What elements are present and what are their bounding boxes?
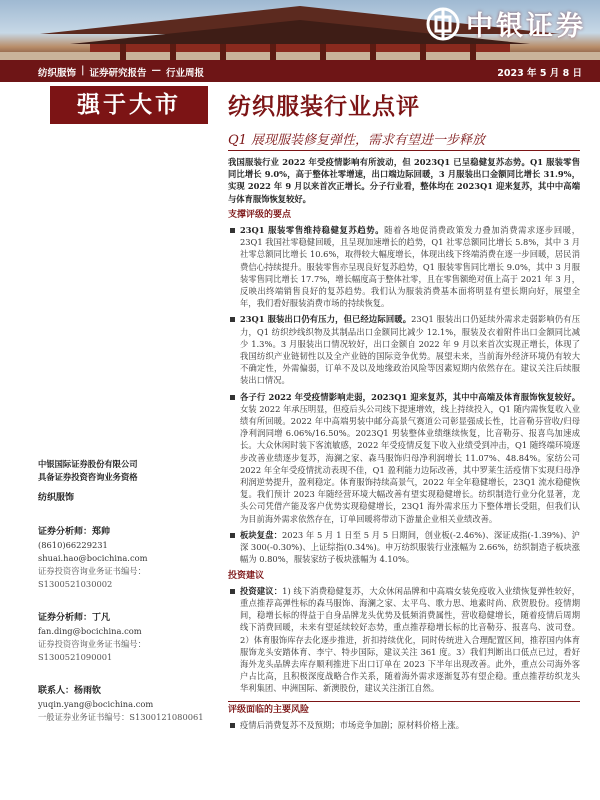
boc-logo-icon (426, 7, 460, 41)
breadcrumb-report-type: 证券研究报告 (89, 68, 147, 79)
brand-logo (426, 4, 586, 43)
report-body (228, 156, 580, 731)
point-lead: 23Q1 服装零售维持稳健复苏趋势。 (240, 225, 385, 236)
list-item (228, 585, 580, 695)
section-heading: 投资建议 (228, 570, 265, 581)
contact-card (38, 684, 216, 724)
breadcrumb-separator: — (151, 65, 162, 76)
breadcrumb-sector: 纺织服饰 (38, 68, 77, 79)
analyst-email[interactable]: fan.ding@bocichina.com (38, 626, 142, 636)
risk-text: 疫情后消费复苏不及预期；市场竞争加剧；原材料价格上涨。 (228, 719, 580, 731)
strategy-text: 1) 线下消费稳健复苏，大众休闲品牌和中高端女装免疫收入业绩恢复弹性较好，重点推荐高弹性标的森马服饰、海澜之家、太平鸟、歌力思、地素时尚、欣贺股份。疫情期间，稳增长标的得益于自身品牌龙头优势及低频消费属性，营收稳健增长，随着疫情后周期线下消费回暖，未来有望延续较好态势，重点推荐稳增长标的比音勒芬、报喜鸟、波司登。2）体育服饰库存去化逐步推进，折扣持续优化，同时传统进入合理配置区间，推荐国内体育服饰龙头安踏体育、李宁、特步国际，建议关注 361 度。3）我们判断出口低点已过，看好海外龙头品牌去库存顺利推进下出口订单在 2023 下半年出现改善。此外，重点公司海外客户占比高，且积极深度战略合作关系，随着海外需求逐渐复苏有望企稳。重点推荐纺织龙头华利集团、申洲国际、新澳股份，建议关注浙江自然。 (240, 585, 580, 694)
logo-text: 中银证券 (466, 11, 586, 42)
report-date: 2023 年 5 月 8 日 (497, 68, 582, 79)
section-heading: 支撑评级的要点 (228, 209, 292, 220)
breadcrumb-separator: | (81, 65, 85, 76)
point-lead: 各子行 2022 年受疫情影响走弱，2023Q1 迎来复苏，其中中高端及体育服饰恢复较好。 (240, 391, 580, 402)
breadcrumb-bar (0, 60, 600, 82)
point-lead: 23Q1 服装出口仍有压力，但已经边际回暖。 (240, 314, 412, 325)
risk-heading: 评级面临的主要风险 (228, 701, 580, 716)
point-text: 女装 2022 年承压明显，但疫后头公司线下提速增效，线上持续投入，Q1 随内需恢复收入业绩有所回暖。2022 年中高端男装中邮分高景气赛道公司彰显强成长性，比音勒芬营收/归母净利润同增 6.06%/16.50%。2023Q1 男装整体业绩继续恢复，比音勒芬、报喜鸟加速成长。大众休闲时装下客流敏感，2022 年受疫情反复下收入业绩受到冲击，Q1 随终端环境逐步改善业绩逐步复苏，海澜之家、森马服饰归母净利润增长 11.07%、48.84%。家纺公司 2022 年全年受疫情扰动表现不佳，Q1 盈利能力边际改善，其中罗莱生活疫情下实现归母净利润逆势提升，盈利稳定。体育服饰持续高景气，2022 年全年稳健增长，23Q1 流水稳健恢复。我们预计 2023 年随经营环境大幅改善有望实现稳健增长。纺织制造行业分化显著，龙头公司凭借产能及客户优势实现稳健增长，23Q1 海外需求压力下整体增长受阻，但我们认为目前海外需求依然存在，订单回暖将带动下游量企业相关业绩改善。 (240, 403, 580, 524)
breadcrumb-category: 行业周报 (166, 68, 205, 79)
sector-label: 纺织服饰 (38, 493, 75, 503)
title-divider (228, 150, 580, 151)
analyst-name: 郑帅 (92, 527, 111, 537)
analyst-cert: 证券投资咨询业务证书编号：S1300521030002 (38, 566, 146, 589)
breadcrumb (38, 65, 204, 79)
analyst-phone: (8610)66229231 (38, 540, 108, 550)
point-text: 23Q1 服装出口仍延续外需求走弱影响仍有压力，Q1 纺织纱线织物及其制品出口金额同比减少 12.1%，服装及衣着附件出口金额同比减少 1.3%。3 月服装出口情况较好，出口金额自 2022 年 9 月以来首次实现正增长，体现了我国纺织产业链韧性以及全产业链的国际竞争优势。展望未来，当前海外经济环境仍有较大不确定性，外需偏弱，订单不及以及地缘政治风险等因素短期内依然存在。建议关注后续服装出口情况。 (240, 314, 580, 386)
analyst-card (38, 525, 216, 591)
contact-role: 联系人： (38, 686, 75, 696)
report-title: 纺织服装行业点评 (228, 93, 420, 120)
rating-badge: 强于大市 (50, 86, 208, 124)
contact-cert: 一般证券业务证书编号：S1300121080061 (38, 712, 204, 722)
strategy-lead: 投资建议： (240, 585, 283, 596)
contact-name: 杨雨钦 (74, 686, 102, 696)
point-lead: 板块复盘： (240, 529, 283, 540)
contact-email[interactable]: yuqin.yang@bocichina.com (38, 699, 154, 709)
point-text: 2023 年 5 月 1 日至 5 月 5 日期间，创业板(-2.46%)、深证成指(-1.39%)、沪深 300(-0.30%)、上证综指(0.34%)。申万纺织服装行业涨幅为 2.66%，纺织制造子板块涨幅为 0.80%，服装家纺子板块涨幅为 4.10%。 (240, 529, 580, 565)
strategy-list (228, 585, 580, 695)
firm-qualification: 具备证券投资咨询业务资格 (38, 472, 138, 482)
header-banner (0, 0, 600, 60)
summary-paragraph: 我国服装行业 2022 年受疫情影响有所波动，但 2023Q1 已呈稳健复苏态势。Q1 服装零售同比增长 9.0%，高于整体社零增速，出口端边际回暖，3 月服装出口金额同比增长 31.9%，实现 2022 年 9 月以来首次正增长。分子行业看，整体均在 2023Q1 迎来复苏，其中中高端与体育服饰恢复较好。 (228, 157, 580, 204)
analyst-cert: 证券投资咨询业务证书编号：S1300521090001 (38, 639, 146, 662)
analyst-email[interactable]: shuai.hao@bocichina.com (38, 553, 148, 563)
list-item (228, 224, 580, 309)
key-points-list (228, 224, 580, 565)
list-item (228, 391, 580, 525)
report-subtitle: Q1 展现服装修复弹性，需求有望进一步释放 (228, 133, 486, 148)
list-item (228, 529, 580, 566)
analyst-role: 证券分析师： (38, 613, 93, 623)
point-text: 随着各地促消费政策发力叠加消费需求逐步回暖，23Q1 我国社零稳健回暖，且呈现加速增长的趋势，Q1 社零总额同比增长 5.8%，其中 3 月社零总额同比增长 10.6%，取得较大幅度增长，体现出线下终端消费在逐一步回暖，居民消费信心持续提升。服装零售亦呈现良好复苏趋势，Q1 服装零售同比增长 9.0%，其中 3 月服装零售同比增长 17.7%，增长幅度高于整体社零，且在零售额绝对值上高于 2021 年 3 月，反映出终端销售良好的复苏趋势。我们认为服装消费基本面将明显有望长期向好，展望全年，我们看好服装消费市场的持续恢复。 (240, 225, 580, 309)
analyst-role: 证券分析师： (38, 527, 93, 537)
analyst-card (38, 611, 216, 664)
left-sidebar (38, 458, 216, 724)
list-item (228, 313, 580, 386)
analyst-name: 丁凡 (92, 613, 111, 623)
firm-name: 中银国际证券股份有限公司 (38, 459, 138, 469)
